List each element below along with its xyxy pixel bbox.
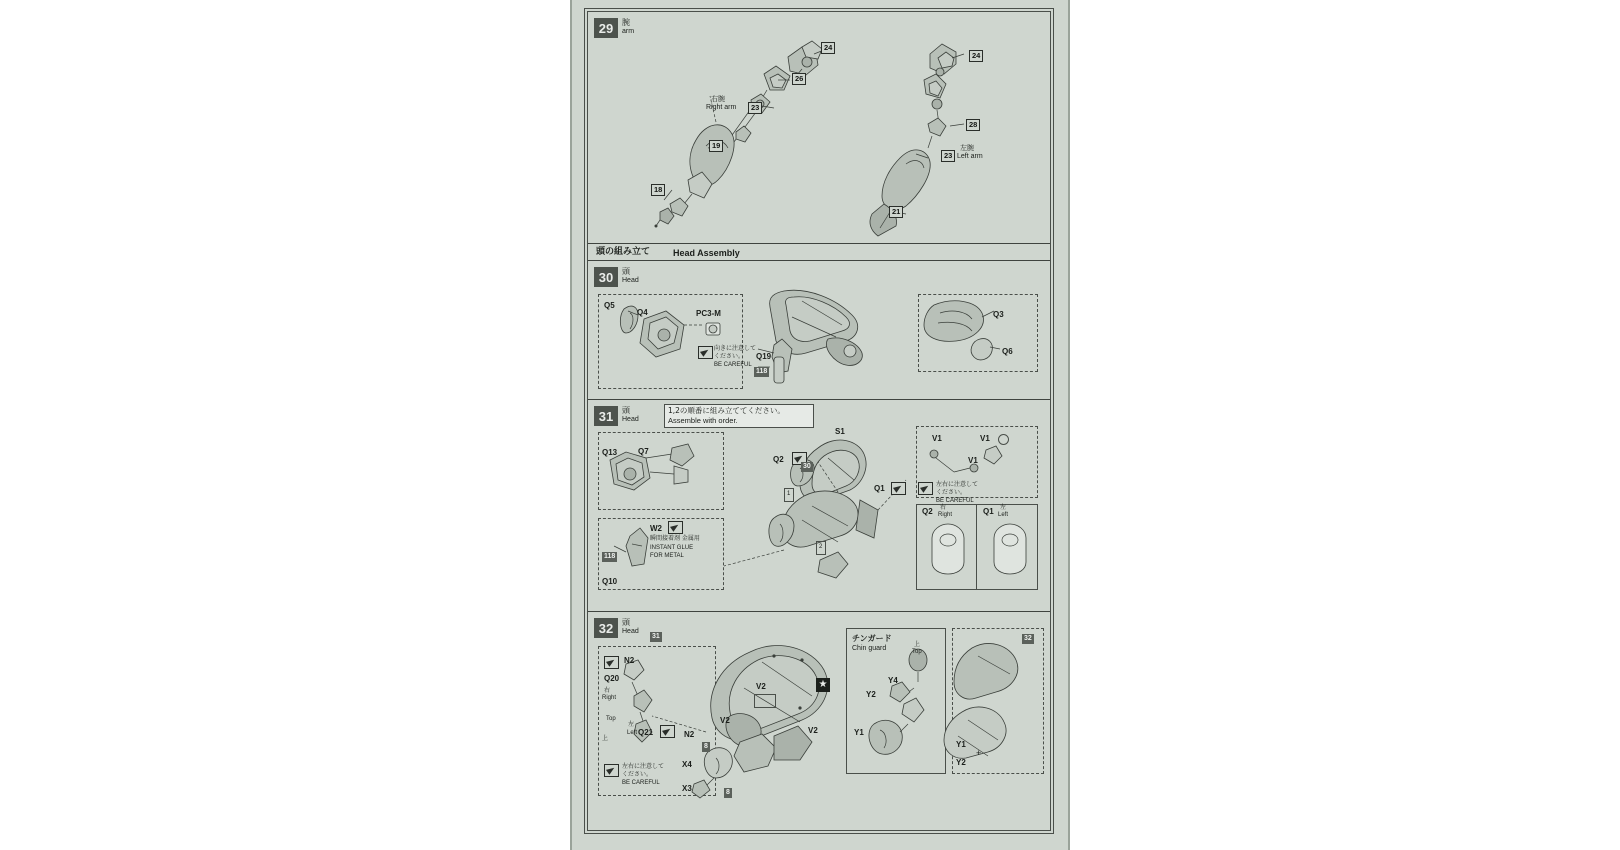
left-arm-label-jp: 左腕 [960, 144, 974, 152]
dir-left-jp: 左 [628, 721, 635, 728]
section-32-title-en: Head [622, 628, 639, 635]
part-tag-q3: Q3 [993, 310, 1004, 319]
plus-sign: + [976, 748, 982, 758]
section-29-title-jp: 腕 [622, 18, 630, 27]
part-tag-q4: Q4 [637, 308, 648, 317]
part-tag-v2c: V2 [808, 726, 818, 735]
careful-note-31-jp1: 左右に注意して [936, 481, 979, 488]
part-tag-n2a: N2 [624, 656, 635, 665]
v2-swatch [754, 694, 776, 708]
direction-arrow-icon-w2 [668, 521, 683, 534]
direction-arrow-icon-careful-32 [604, 764, 619, 777]
part-tag-y4: Y4 [888, 676, 898, 685]
part-tag-19: 19 [709, 140, 723, 152]
part-tag-y2b: Y2 [956, 758, 966, 767]
head-assembly-bar [588, 244, 1050, 261]
step-number-31: 31 [594, 406, 618, 426]
glue-note-en1: INSTANT GLUE [650, 545, 694, 551]
part-tag-q13: Q13 [602, 448, 618, 457]
head-31-diagram [588, 400, 1056, 612]
part-tag-v2b: V2 [720, 716, 730, 725]
right-arm-label-en: Right arm [706, 104, 737, 111]
chin-guard-title-en: Chin guard [852, 645, 887, 652]
part-tag-v1a: V1 [932, 434, 942, 443]
glue-note-jp: 瞬間接着剤 金属用 [650, 535, 700, 542]
part-tag-y2a: Y2 [866, 690, 876, 699]
section-30-title-en: Head [622, 277, 639, 284]
part-tag-s1: S1 [835, 427, 845, 436]
part-tag-q6: Q6 [1002, 347, 1013, 356]
right-arm-label-jp: 右腕 [711, 95, 725, 103]
q1-cell-dir-jp: 左 [1000, 504, 1007, 511]
part-tag-q19: Q19 [756, 352, 772, 361]
part-tag-n2b: N2 [684, 730, 695, 739]
part-tag-y1b: Y1 [956, 740, 966, 749]
section-32-title-jp: 頭 [622, 618, 630, 627]
part-tag-8a: 8 [704, 743, 708, 750]
dir-right-jp: 右 [604, 687, 611, 694]
dir-left-en: Left [627, 730, 638, 736]
left-arm-label-en: Left arm [957, 153, 983, 160]
part-tag-118b: 118 [604, 553, 616, 560]
careful-note-32-jp2: ください。 [622, 771, 653, 778]
part-tag-24b: 24 [969, 50, 983, 62]
dir-top-jp: 上 [602, 735, 609, 742]
q2-cell-dir-en: Right [938, 512, 953, 518]
part-tag-q1: Q1 [874, 484, 885, 493]
part-tag-x4: X4 [682, 760, 692, 769]
part-tag-v1c: V1 [968, 456, 978, 465]
direction-arrow-icon-careful-31 [918, 482, 933, 495]
section-30 [588, 261, 1050, 400]
sub-step-tag-32: 32 [1024, 635, 1032, 642]
v1-swatch [998, 434, 1009, 445]
head-30-diagram [588, 261, 1056, 400]
part-tag-8b: 8 [726, 789, 730, 796]
direction-arrow-icon-q1 [891, 482, 906, 495]
part-tag-q2-cell: Q2 [922, 507, 933, 516]
careful-note-30-jp2: ください。 [714, 353, 745, 360]
q1-cell-dir-en: Left [998, 512, 1009, 518]
part-tag-y1a: Y1 [854, 728, 864, 737]
part-tag-24a: 24 [821, 42, 835, 54]
part-tag-118a: 118 [756, 368, 768, 375]
head-32-diagram [588, 612, 1056, 830]
head-assembly-title-jp: 頭の組み立て [596, 247, 651, 257]
direction-arrow-icon-q21 [660, 725, 675, 738]
sub-step-tag-31: 31 [652, 633, 660, 640]
step-circle-1-label: 1 [787, 491, 791, 497]
section-29-title-en: arm [622, 28, 635, 35]
part-tag-q2: Q2 [773, 455, 784, 464]
part-tag-18: 18 [651, 184, 665, 196]
part-tag-21: 21 [889, 206, 903, 218]
section-31-title-en: Head [622, 416, 639, 423]
section-30-title-jp: 頭 [622, 267, 630, 276]
part-tag-x3: X3 [682, 784, 692, 793]
direction-arrow-icon-30 [698, 346, 713, 359]
careful-note-32-jp1: 左右に注意して [622, 763, 665, 770]
part-tag-q21: Q21 [638, 728, 654, 737]
part-tag-23b: 23 [941, 150, 955, 162]
instruction-page [570, 0, 1070, 850]
careful-note-31-jp2: ください。 [936, 489, 967, 496]
part-tag-v2a: V2 [756, 682, 766, 691]
star-marker-icon: ★ [816, 678, 830, 692]
q2-cell-dir-jp: 右 [940, 504, 947, 511]
dir-top-en: Top [606, 716, 616, 722]
careful-note-30-jp1: 向きに注意して [714, 345, 757, 352]
chin-guard-title-jp: チンガード [852, 634, 892, 643]
section-31-title-jp: 頭 [622, 406, 630, 415]
chin-top-en: Top [912, 649, 922, 655]
step-number-32: 32 [594, 618, 618, 638]
section-32 [588, 612, 1050, 830]
sheet-inner-border [587, 11, 1051, 831]
part-tag-v1b: V1 [980, 434, 990, 443]
part-tag-23a: 23 [748, 102, 762, 114]
head-assembly-title-en: Head Assembly [673, 248, 740, 258]
order-note-jp: 1,2の順番に組み立ててください。 [668, 406, 785, 415]
chin-top-jp: 上 [914, 641, 921, 648]
instruction-sheet [584, 8, 1054, 834]
part-tag-q10: Q10 [602, 577, 618, 586]
step-circle-2-label: 2 [819, 544, 823, 550]
part-tag-pc3m: PC3-M [696, 309, 721, 318]
step-number-30: 30 [594, 267, 618, 287]
part-tag-w2: W2 [650, 524, 662, 533]
part-tag-q5: Q5 [604, 301, 615, 310]
part-tag-q1-cell: Q1 [983, 507, 994, 516]
glue-note-en2: FOR METAL [650, 553, 684, 559]
section-29 [588, 12, 1050, 244]
careful-note-30-en: BE CAREFUL [714, 362, 752, 368]
part-tag-28: 28 [966, 119, 980, 131]
dir-right-en: Right [602, 695, 617, 701]
part-tag-26: 26 [792, 73, 806, 85]
order-note-en: Assemble with order. [668, 416, 738, 425]
step-number-29: 29 [594, 18, 618, 38]
part-tag-q7: Q7 [638, 447, 649, 456]
direction-arrow-icon-n2 [604, 656, 619, 669]
part-tag-q20: Q20 [604, 674, 620, 683]
careful-note-32-en: BE CAREFUL [622, 780, 660, 786]
careful-note-31-en: BE CAREFUL [936, 498, 974, 504]
sub-step-tag-30: 30 [803, 463, 811, 470]
section-31 [588, 400, 1050, 612]
